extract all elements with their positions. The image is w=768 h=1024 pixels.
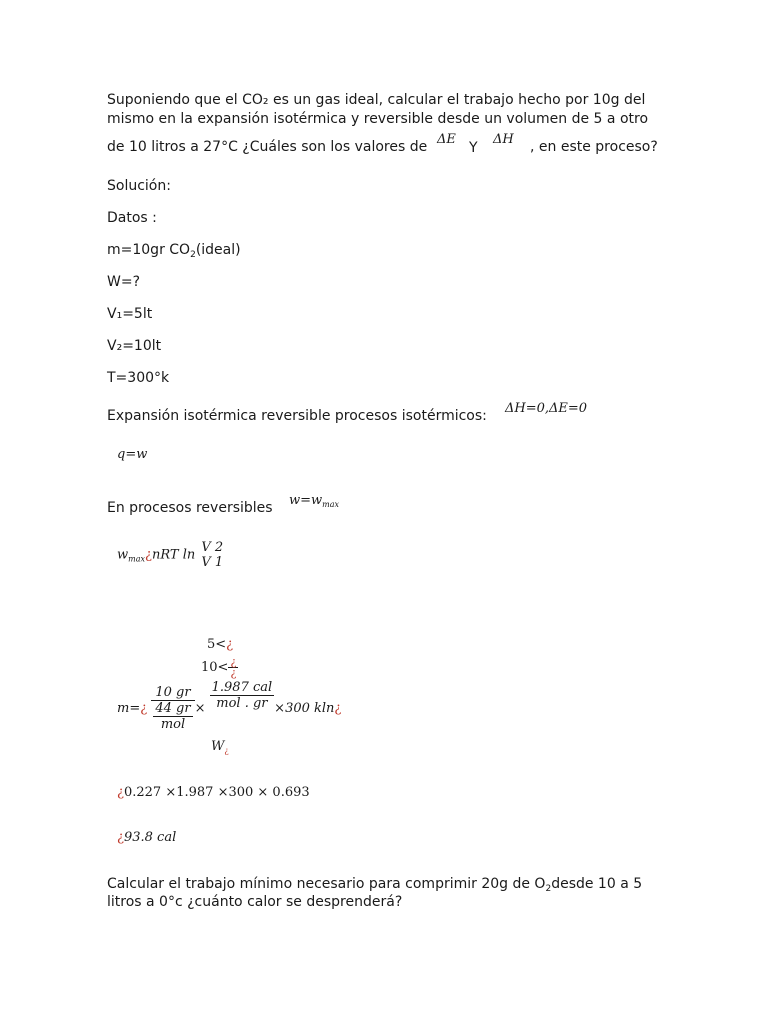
mass-fraction (151, 685, 194, 732)
temperature: T=300°k (107, 370, 170, 386)
mass-suffix: (ideal) (195, 242, 241, 258)
volume-ratio-numerator: V 2 (201, 540, 224, 555)
solution-heading: Solución: (107, 178, 171, 194)
molar-mass-numerator: 44 gr (155, 701, 191, 716)
problem1-line1: Suponiendo que el CO₂ es un gas ideal, calcular el trabajo hecho por 10g del (107, 92, 646, 108)
wmax-w: w (117, 547, 129, 563)
result2-inverted-mark: ¿ (117, 830, 124, 845)
wmax-inverted-mark: ¿ (145, 547, 152, 563)
calc-result-2 (117, 830, 176, 845)
result2-text: 93.8 cal (123, 830, 177, 845)
molar-mass-fraction (153, 701, 192, 732)
calc-m-inverted-mark: ¿ (140, 701, 148, 716)
calc-ten-fraction (228, 657, 238, 678)
calc-m-prefix: m= (117, 701, 141, 716)
calc-w-letter: W (211, 739, 225, 754)
mass-prefix: m=10gr CO (107, 242, 191, 258)
work-unknown: W=? (107, 274, 141, 290)
delta-h-symbol: ΔH (493, 132, 514, 147)
problem2-o2-subscript: 2 (545, 884, 552, 894)
calc-five (207, 637, 233, 652)
calc-ten (201, 657, 238, 678)
mass-given (107, 241, 241, 264)
gas-constant-numerator: 1.987 cal (211, 680, 273, 695)
calc-tail-inverted-mark: ¿ (334, 701, 342, 716)
datos-label: Datos : (107, 210, 157, 226)
mass-fraction-numerator: 10 gr (155, 685, 191, 700)
volume-1: V₁=5lt (107, 306, 153, 322)
molar-mass-denominator: mol (153, 716, 192, 732)
gas-constant-denominator: mol . gr (210, 695, 275, 711)
volume-2: V₂=10lt (107, 338, 162, 354)
delta-e-symbol: ΔE (437, 132, 456, 147)
mass-fraction-denominator (151, 700, 194, 732)
calc-result-1 (117, 785, 310, 800)
reversible-eq-sub: max (322, 500, 340, 509)
calc-tail: ×300 kln (274, 701, 335, 716)
gas-constant-fraction (210, 680, 275, 711)
calc-w-label (211, 739, 229, 755)
volume-ratio-denominator: V 1 (201, 555, 224, 570)
q-equals-w: q=w (117, 447, 148, 462)
expansion-equation: ΔH=0,ΔE=0 (505, 401, 588, 416)
problem2-line1-start: Calcular el trabajo mínimo necesario para comprimir 20g de O (107, 876, 546, 892)
problem2-line2: litros a 0°c ¿cuánto calor se desprenderá? (107, 894, 403, 910)
problem1-line3-end: , en este proceso? (530, 139, 658, 155)
result1-text: 0.227 ×1.987 ×300 × 0.693 (123, 785, 310, 800)
reversible-text: En procesos reversibles (107, 500, 273, 516)
y-conjunction: Y (469, 140, 478, 156)
calc-w-inverted-mark: ¿ (224, 746, 229, 755)
result1-inverted-mark: ¿ (117, 785, 124, 800)
wmax-body: nRT ln (152, 547, 196, 563)
volume-ratio-fraction (199, 540, 225, 570)
problem1-line3 (107, 138, 427, 156)
problem2-line1-end: desde 10 a 5 (551, 876, 643, 892)
calc-ten-frac-num: ¿ (230, 655, 237, 668)
reversible-eq-w: w=w (289, 493, 323, 508)
reversible-equation (289, 493, 339, 509)
expansion-text: Expansión isotérmica reversible procesos isotérmicos: (107, 408, 487, 424)
calc-times-sign: × (194, 701, 206, 716)
calc-five-inverted-mark: ¿ (226, 637, 234, 652)
wmax-formula (117, 540, 225, 570)
calc-ten-frac-den: ¿ (230, 666, 237, 679)
mass-subscript: 2 (190, 250, 196, 260)
problem1-line2: mismo en la expansión isotérmica y reversible desde un volumen de 5 a otro (107, 111, 649, 127)
wmax-sub: max (128, 554, 146, 564)
calc-ten-text: 10< (201, 660, 229, 675)
problem1-line3-start: de 10 litros a 27°C ¿Cuáles son los valores de (107, 139, 428, 155)
calc-five-text: 5< (207, 637, 227, 652)
mass-calculation (117, 680, 341, 732)
